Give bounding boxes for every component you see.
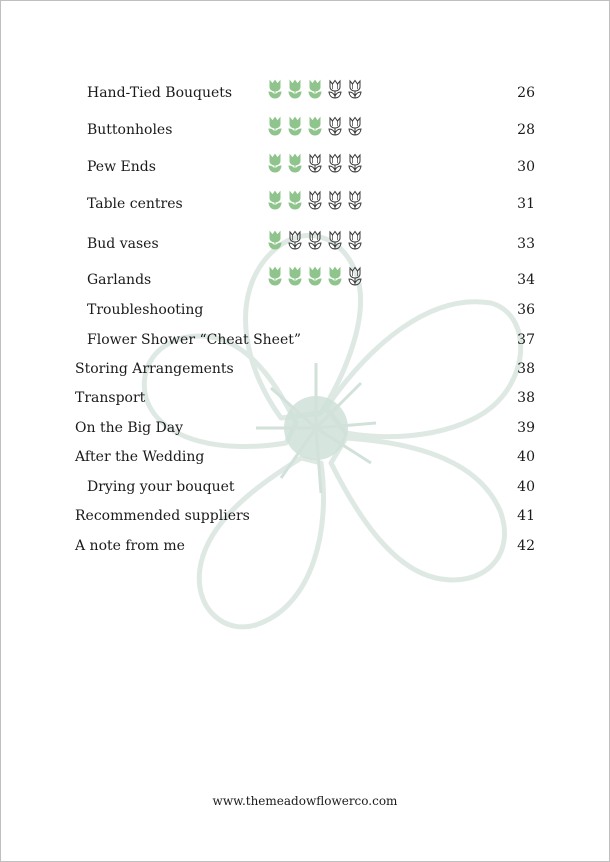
toc-entry-title: After the Wedding	[75, 449, 205, 465]
toc-entry[interactable]	[1, 270, 609, 294]
toc-entry-title: Garlands	[87, 272, 152, 288]
toc-page-number: 26	[517, 85, 535, 101]
toc-page-number: 33	[517, 236, 535, 252]
toc-page-number: 38	[517, 361, 535, 377]
toc-page-number: 42	[517, 538, 535, 554]
toc-entry-title: Buttonholes	[87, 122, 173, 138]
toc-entry-title: Troubleshooting	[87, 302, 204, 318]
difficulty-rating	[266, 190, 364, 212]
toc-entry[interactable]	[1, 359, 609, 383]
toc-entry-title: A note from me	[75, 538, 185, 554]
tulip-filled-icon	[266, 79, 284, 99]
tulip-filled-icon	[286, 79, 304, 99]
tulip-outline-icon	[346, 266, 364, 286]
tulip-outline-icon	[326, 230, 344, 250]
tulip-outline-icon	[286, 230, 304, 250]
tulip-filled-icon	[266, 190, 284, 210]
toc-entry[interactable]	[1, 157, 609, 181]
tulip-filled-icon	[286, 153, 304, 173]
tulip-outline-icon	[346, 79, 364, 99]
toc-page-number: 39	[517, 420, 535, 436]
tulip-outline-icon	[346, 190, 364, 210]
tulip-filled-icon	[306, 266, 324, 286]
tulip-outline-icon	[326, 153, 344, 173]
toc-page-number: 40	[517, 449, 535, 465]
toc-entry-title: Hand-Tied Bouquets	[87, 85, 233, 101]
tulip-filled-icon	[286, 266, 304, 286]
toc-entry[interactable]	[1, 447, 609, 471]
tulip-outline-icon	[326, 116, 344, 136]
toc-page-number: 30	[517, 159, 535, 175]
tulip-filled-icon	[306, 116, 324, 136]
toc-entry[interactable]	[1, 330, 609, 354]
tulip-filled-icon	[266, 230, 284, 250]
toc-entry[interactable]	[1, 300, 609, 324]
toc-entry[interactable]	[1, 234, 609, 258]
toc-entry[interactable]	[1, 418, 609, 442]
toc-entry[interactable]	[1, 477, 609, 501]
tulip-filled-icon	[266, 116, 284, 136]
difficulty-rating	[266, 230, 364, 252]
tulip-outline-icon	[306, 190, 324, 210]
toc-entry[interactable]	[1, 536, 609, 560]
toc-entry-title: Pew Ends	[87, 159, 156, 175]
tulip-outline-icon	[306, 230, 324, 250]
tulip-outline-icon	[346, 230, 364, 250]
toc-entry[interactable]	[1, 83, 609, 107]
tulip-filled-icon	[286, 116, 304, 136]
tulip-filled-icon	[266, 153, 284, 173]
difficulty-rating	[266, 266, 364, 288]
tulip-outline-icon	[326, 190, 344, 210]
tulip-outline-icon	[346, 116, 364, 136]
toc-page-number: 41	[517, 508, 535, 524]
toc-page-number: 34	[517, 272, 535, 288]
toc-entry-title: Bud vases	[87, 236, 159, 252]
tulip-filled-icon	[326, 266, 344, 286]
toc-entry-title: Flower Shower “Cheat Sheet”	[87, 332, 302, 348]
toc-entry-title: Recommended suppliers	[75, 508, 250, 524]
footer-url: www.themeadowflowerco.com	[212, 794, 398, 808]
toc-entry-title: Table centres	[87, 196, 183, 212]
toc-entry-title: Drying your bouquet	[87, 479, 235, 495]
toc-entry[interactable]	[1, 388, 609, 412]
tulip-filled-icon	[286, 190, 304, 210]
tulip-filled-icon	[306, 79, 324, 99]
toc-entry-title: Transport	[75, 390, 146, 406]
toc-page-number: 36	[517, 302, 535, 318]
toc-entry[interactable]	[1, 194, 609, 218]
toc-page-number: 38	[517, 390, 535, 406]
tulip-outline-icon	[306, 153, 324, 173]
tulip-filled-icon	[266, 266, 284, 286]
toc-page-number: 31	[517, 196, 535, 212]
toc-entry-title: On the Big Day	[75, 420, 183, 436]
toc-entry-title: Storing Arrangements	[75, 361, 234, 377]
toc-page-number: 37	[517, 332, 535, 348]
toc-page-number: 40	[517, 479, 535, 495]
tulip-outline-icon	[326, 79, 344, 99]
tulip-outline-icon	[346, 153, 364, 173]
toc-entry[interactable]	[1, 506, 609, 530]
difficulty-rating	[266, 116, 364, 138]
toc-entry[interactable]	[1, 120, 609, 144]
difficulty-rating	[266, 79, 364, 101]
toc-page-number: 28	[517, 122, 535, 138]
difficulty-rating	[266, 153, 364, 175]
